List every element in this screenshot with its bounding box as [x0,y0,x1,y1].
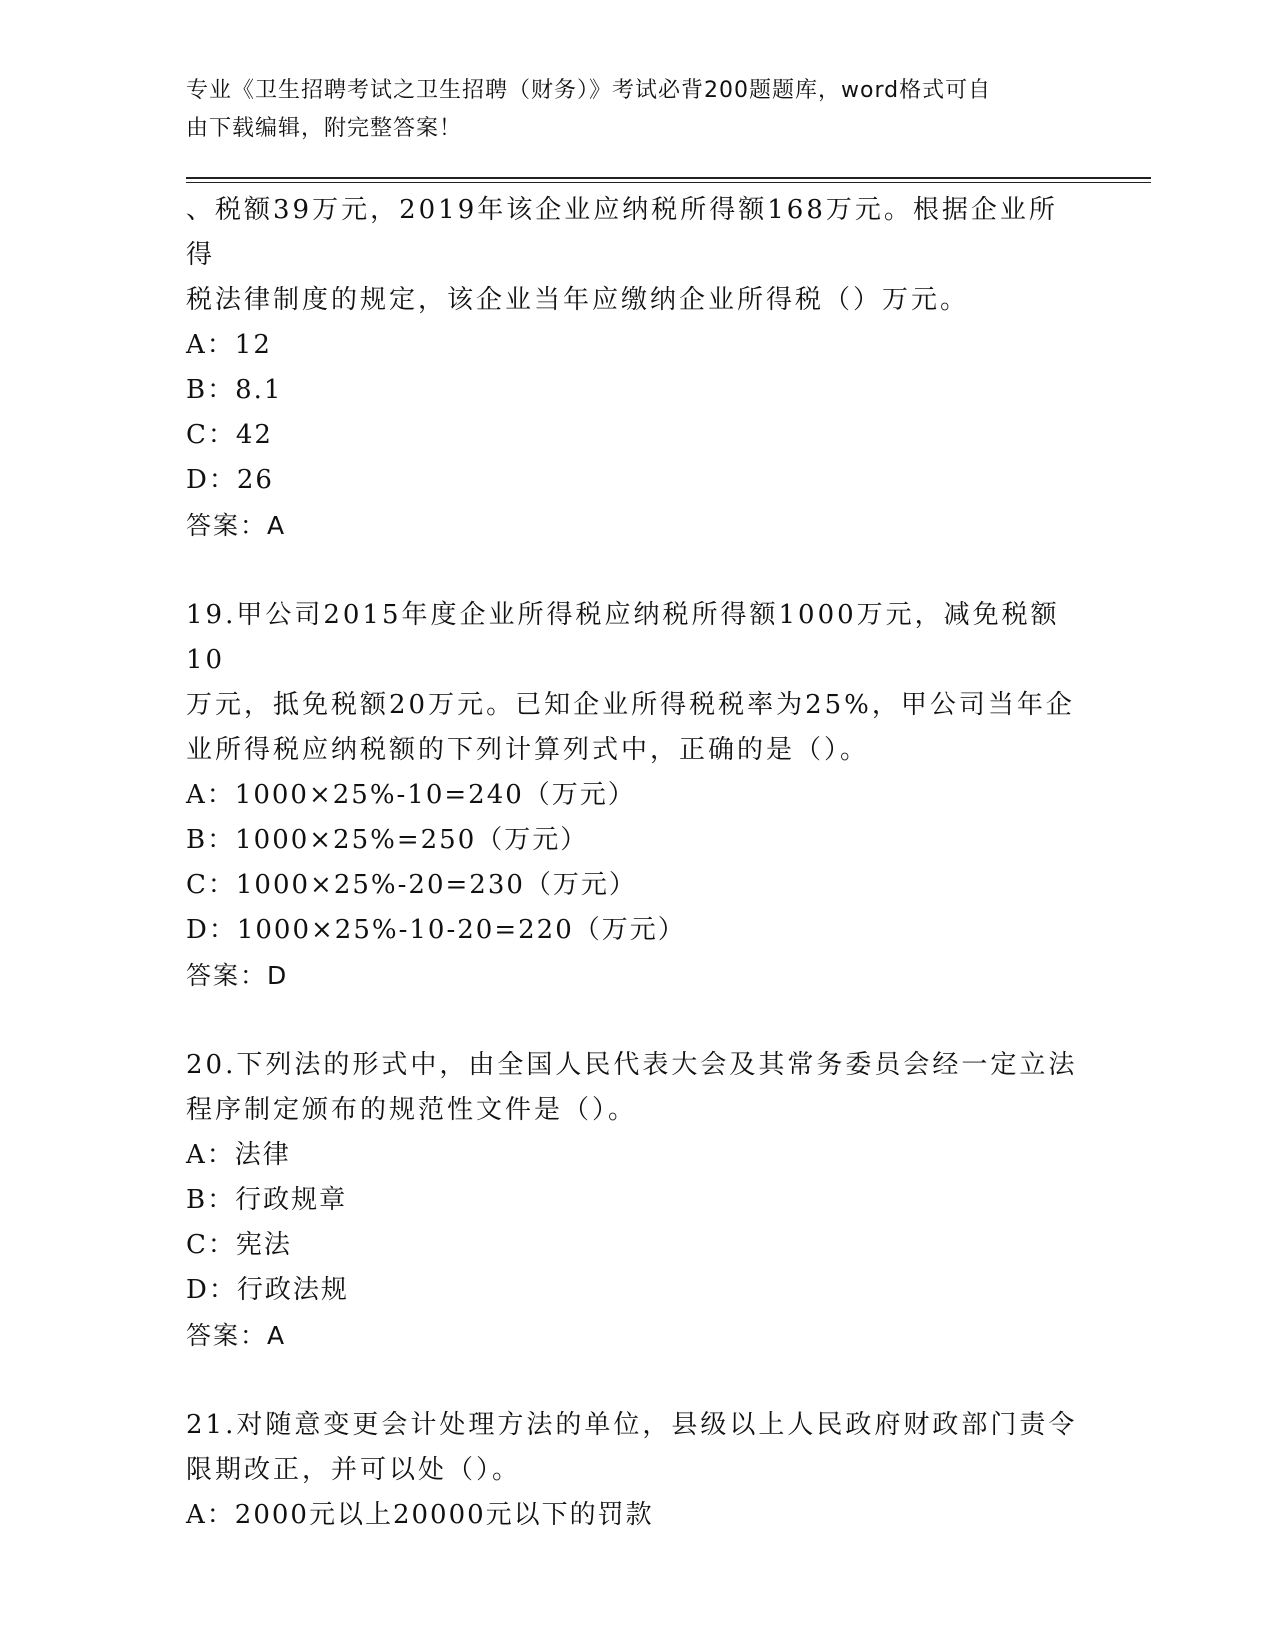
option-d: D：行政法规 [186,1275,349,1305]
answer-line: 答案：A [186,1321,287,1350]
option-c: C：宪法 [186,1230,292,1260]
question-stem-line: 程序制定颁布的规范性文件是（）。 [186,1095,638,1125]
answer-line: 答案：D [186,961,289,990]
answer-line: 答案：A [186,511,287,540]
document-body [186,188,1086,1538]
header-line-1: 专业《卫生招聘考试之卫生招聘（财务）》考试必背200题题库，word格式可自 [186,78,992,103]
question-stem-line: 、税额39万元，2019年该企业应纳税所得额168万元。根据企业所得 [186,195,1058,270]
option-c: C：42 [186,420,273,450]
header-divider-thin [186,182,1151,183]
option-b: B：行政规章 [186,1185,348,1215]
question-stem-line: 万元，抵免税额20万元。已知企业所得税税率为25%，甲公司当年企 [186,690,1075,720]
question-stem-line: 20.下列法的形式中，由全国人民代表大会及其常务委员会经一定立法 [186,1050,1078,1080]
question-stem-line: 21.对随意变更会计处理方法的单位，县级以上人民政府财政部门责令 [186,1410,1078,1440]
question-21 [186,1403,1086,1538]
option-a: A：12 [186,330,272,360]
question-stem-line: 税法律制度的规定，该企业当年应缴纳企业所得税（）万元。 [186,285,970,315]
option-a: A：1000×25%-10=240（万元） [186,780,636,810]
question-20 [186,1043,1086,1358]
question-stem-line: 业所得税应纳税额的下列计算列式中，正确的是（）。 [186,735,870,765]
question-stem-line: 19.甲公司2015年度企业所得税应纳税所得额1000万元，减免税额10 [186,600,1060,675]
document-header [186,72,1066,148]
option-a: A：2000元以上20000元以下的罚款 [186,1500,654,1530]
option-c: C：1000×25%-20=230（万元） [186,870,637,900]
question-stem-line: 限期改正，并可以处（）。 [186,1455,522,1485]
option-d: D：26 [186,465,274,495]
option-b: B：1000×25%=250（万元） [186,825,589,855]
option-d: D：1000×25%-10-20=220（万元） [186,915,686,945]
option-a: A：法律 [186,1140,291,1170]
header-line-2: 由下载编辑，附完整答案！ [186,116,463,141]
question-18-continued [186,188,1086,548]
question-19 [186,593,1086,998]
header-divider-thick [186,177,1151,179]
option-b: B：8.1 [186,375,283,405]
